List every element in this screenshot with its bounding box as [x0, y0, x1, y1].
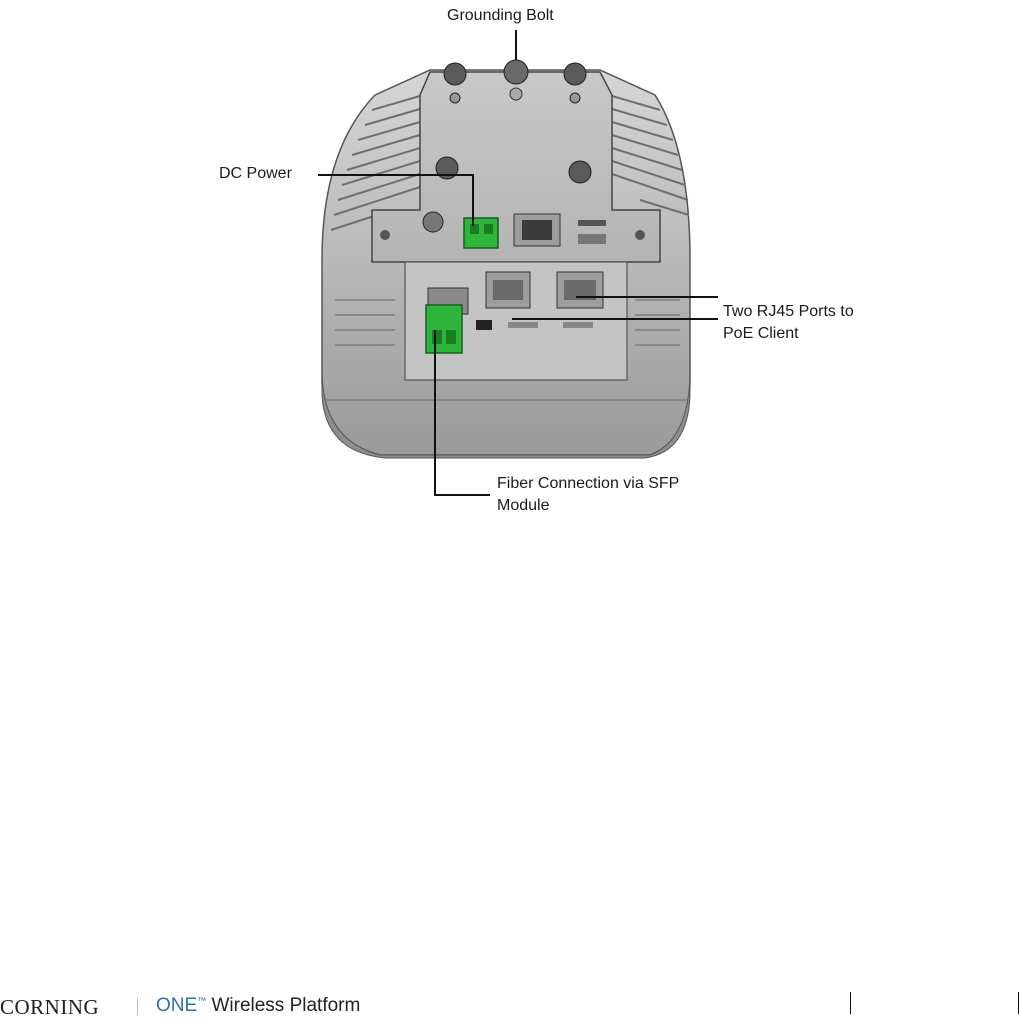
- fiber-connection-label-line1: Fiber Connection via SFP: [497, 475, 680, 492]
- fiber-connection-label: [497, 473, 679, 517]
- product-one: ONE: [156, 995, 198, 1016]
- product-name: [156, 995, 360, 1017]
- fiber-connection-label-line2: Module: [497, 497, 550, 514]
- footer-rule-right: [1018, 992, 1019, 1014]
- rj45-ports-label-line2: PoE Client: [723, 325, 799, 342]
- product-trademark: ™: [197, 995, 207, 1006]
- grounding-bolt-leader: [515, 30, 517, 60]
- rj45-leader-h: [576, 296, 718, 298]
- footer-separator: [137, 998, 138, 1015]
- dc-power-leader-h: [318, 174, 474, 176]
- footer-rule-left: [850, 992, 851, 1014]
- rj45-ports-label: [723, 301, 854, 345]
- fiber-leader-v: [434, 330, 436, 496]
- fiber-leader-h: [434, 494, 490, 496]
- dc-power-leader-v: [472, 174, 474, 226]
- rj45-leader-branch: [512, 318, 718, 320]
- page-footer: [0, 992, 1020, 1022]
- corning-logo: CORNING: [0, 995, 100, 1019]
- dc-power-label: DC Power: [219, 165, 292, 182]
- product-rest: Wireless Platform: [206, 995, 361, 1016]
- grounding-bolt-label: Grounding Bolt: [447, 7, 554, 24]
- rj45-ports-label-line1: Two RJ45 Ports to: [723, 303, 854, 320]
